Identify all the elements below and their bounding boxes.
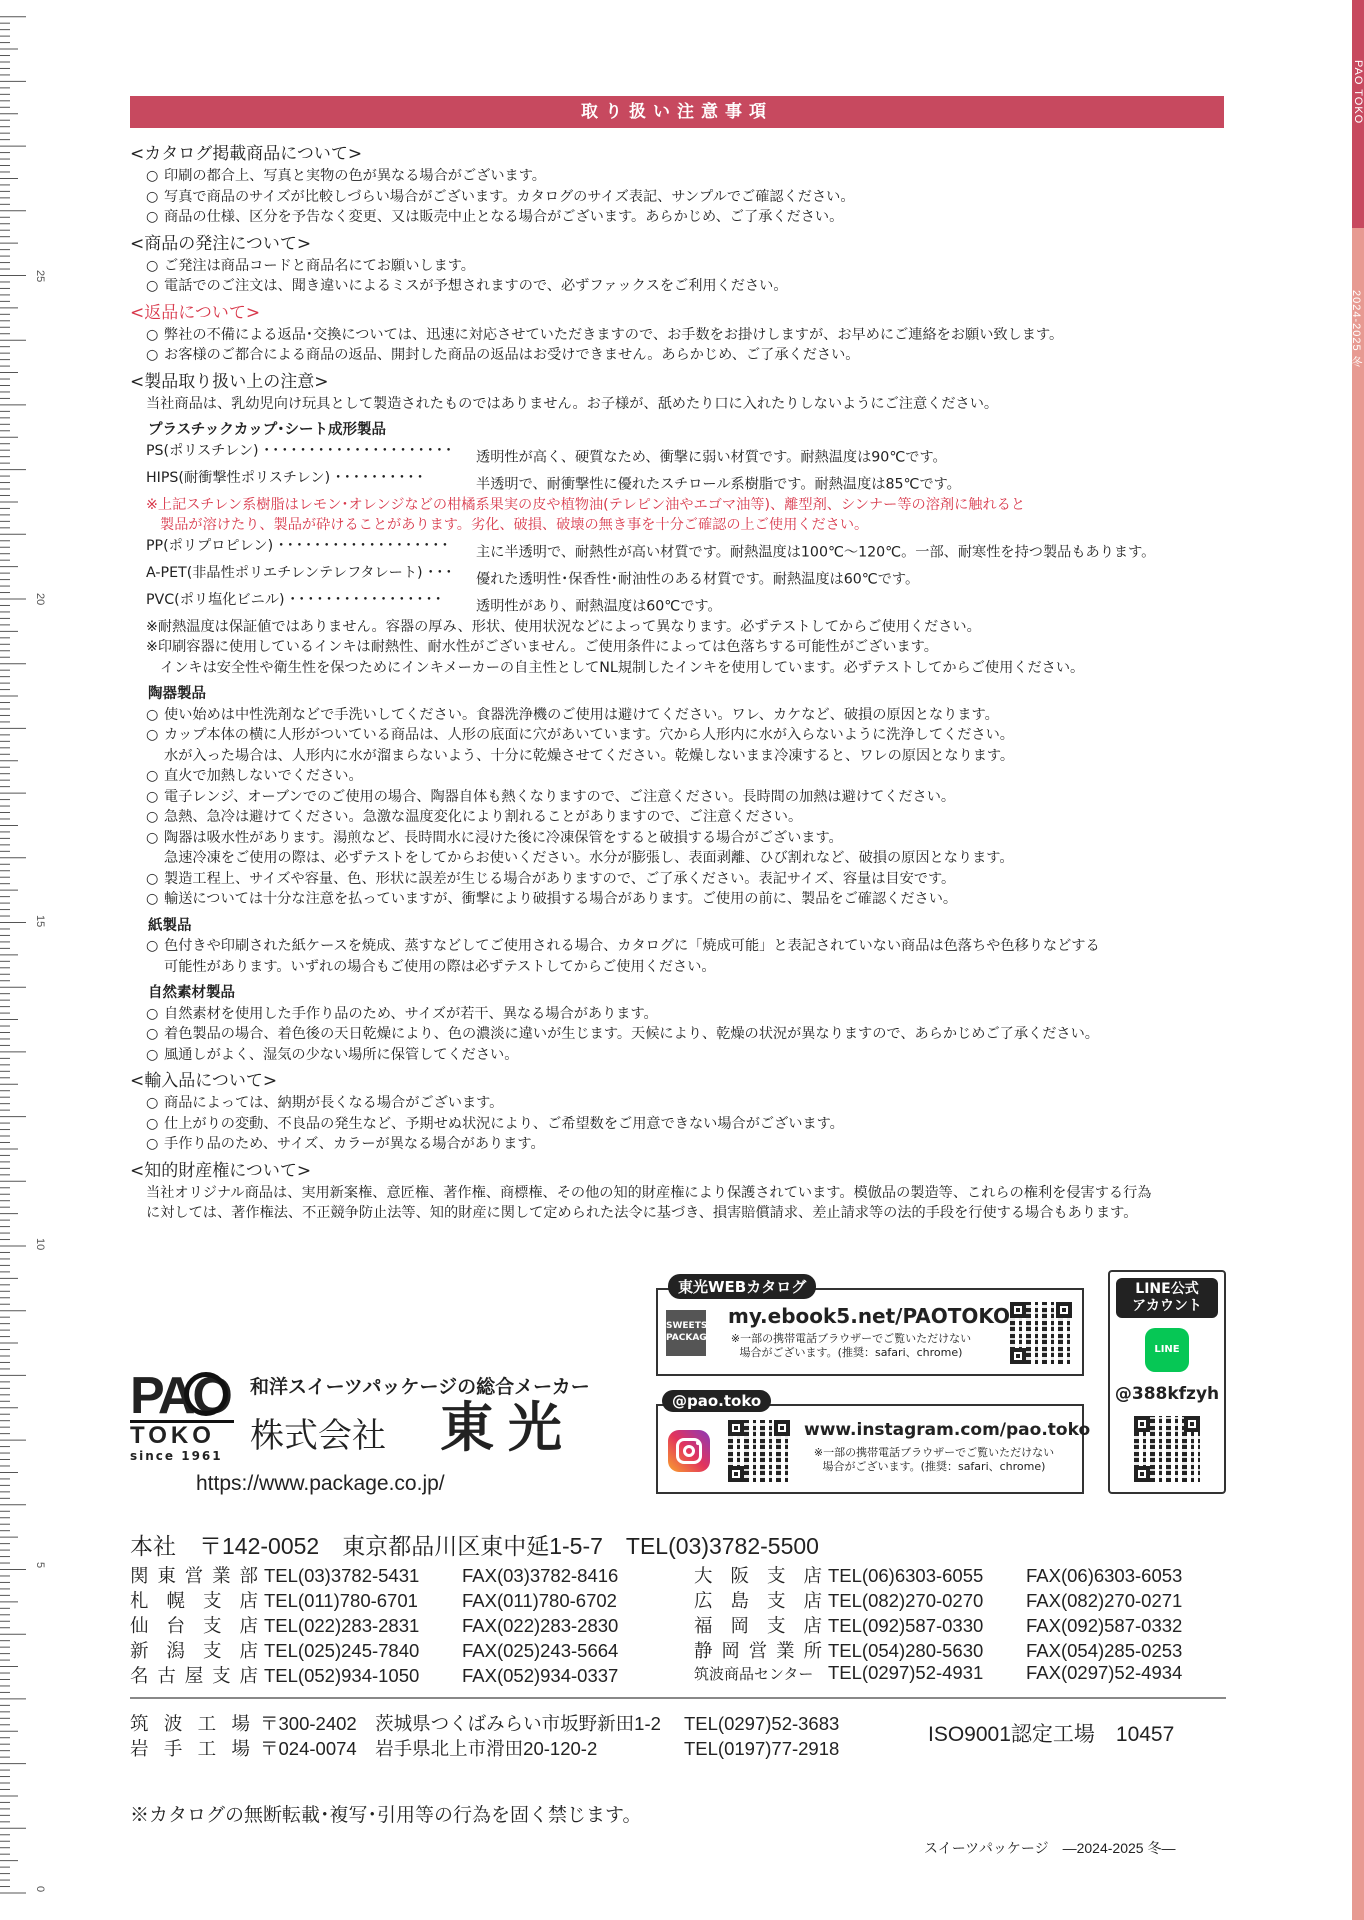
web-catalog-link[interactable]: my.ebook5.net/PAOTOKO: [728, 1304, 1011, 1328]
list-item: ○ お客様のご都合による商品の返品、開封した商品の返品はお受けできません。あらかじめ、ご了承ください。: [130, 345, 1230, 366]
branch-tel: TEL(054)280-5630: [828, 1640, 984, 1661]
ip-text-cont: に対しては、著作権法、不正競争防止法等、知的財産に関して定められた法令に基づき、損害賠償請求、差止請求等の法的手段を行使する場合もあります。: [146, 1205, 1138, 1221]
circle-bullet-icon: ○: [146, 788, 159, 805]
circle-bullet-icon: ○: [146, 727, 159, 743]
factory-row: [130, 1710, 839, 1736]
subsection-title-paper: 紙製品: [148, 917, 192, 934]
list-item: 急速冷凍をご使用の際は、必ずテストをしてからお使いください。水分が膨張し、表面剥離、ひび割れなど、破損の原因となります。: [164, 850, 1014, 866]
branch-fax: FAX(06)6303-6053: [1026, 1565, 1183, 1586]
branch-name: 大阪支店: [694, 1565, 822, 1586]
branch-name: 仙台支店: [130, 1615, 258, 1636]
ip-text: 当社オリジナル商品は、実用新案権、意匠権、著作権、商標権、その他の知的財産権により保護されています。模倣品の製造等、これらの権利を侵害する行為: [146, 1184, 1152, 1201]
circle-bullet-icon: ○: [146, 1046, 159, 1063]
web-catalog-label: 東光WEBカタログ: [668, 1274, 816, 1299]
branch-row: [694, 1587, 1182, 1613]
handling-intro: 当社商品は、乳幼児向け玩具として製造されたものではありません。お子様が、舐めたり口に入れたりしないようにご注意ください。: [146, 395, 999, 412]
factory-tel: TEL(0197)77-2918: [684, 1738, 840, 1759]
iso-certification: ISO9001認定工場 10457: [928, 1723, 1175, 1746]
page-ruler: [0, 0, 46, 1920]
branch-row: [130, 1637, 618, 1663]
circle-bullet-icon: ○: [146, 809, 159, 825]
section-title-ip: <知的財産権について>: [130, 1160, 312, 1181]
circle-bullet-icon: ○: [146, 1136, 159, 1152]
section-title-order: <商品の発注について>: [130, 233, 312, 254]
list-item: ○ 使い始めは中性洗剤などで手洗いしてください。食器洗浄機のご使用は避けてください。ワレ、カケなど、破損の原因となります。: [130, 705, 1230, 726]
list-item: ○ 風通しがよく、湿気の少ない場所に保管してください。: [130, 1045, 1230, 1066]
branch-fax: FAX(054)285-0253: [1026, 1640, 1183, 1661]
circle-bullet-icon: ○: [146, 257, 159, 274]
circle-bullet-icon: ○: [146, 829, 159, 846]
branch-fax: FAX(011)780-6702: [462, 1590, 617, 1611]
side-edition-text: 2024-2025 冬: [1350, 290, 1362, 368]
ruler-label: 20: [34, 593, 46, 606]
list-item: ○ 電子レンジ、オーブンでのご使用の場合、陶器自体も熱くなりますので、ご注意ください。長時間の加熱は避けてください。: [130, 787, 1230, 808]
factory-name: 筑波工場: [130, 1713, 250, 1734]
web-catalog-box: [656, 1288, 1084, 1376]
ceramic-list: [130, 705, 1230, 910]
circle-bullet-icon: ○: [146, 768, 159, 784]
factory-row: [130, 1735, 839, 1761]
list-item: ○ 商品によっては、納期が長くなる場合がございます。: [130, 1093, 1230, 1114]
factory-tel: TEL(0297)52-3683: [684, 1713, 840, 1734]
branch-row: [694, 1637, 1182, 1663]
instagram-label: @pao.toko: [662, 1390, 771, 1412]
circle-bullet-icon: ○: [146, 706, 159, 723]
circle-bullet-icon: ○: [146, 1115, 159, 1132]
instagram-link[interactable]: www.instagram.com/pao.toko: [804, 1420, 1091, 1440]
circle-bullet-icon: ○: [146, 278, 159, 294]
list-item: ○ ご発注は商品コードと商品名にてお願いします。: [130, 256, 1230, 277]
list-item: ○ 印刷の都合上、写真と実物の色が異なる場合がございます。: [130, 166, 1230, 187]
branch-tel: TEL(052)934-1050: [264, 1665, 420, 1686]
factory-address: 〒300-2402 茨城県つくばみらい市坂野新田1-2: [260, 1713, 661, 1734]
branch-fax: FAX(022)283-2830: [462, 1615, 619, 1636]
branch-fax: FAX(092)587-0332: [1026, 1615, 1183, 1636]
side-brand-text: PAO TOKO: [1352, 60, 1364, 125]
branch-name: 札幌支店: [130, 1590, 258, 1611]
company-website[interactable]: https://www.package.co.jp/: [196, 1472, 445, 1495]
section-title-imports: <輸入品について>: [130, 1071, 278, 1091]
ruler-label: 5: [34, 1562, 46, 1569]
list-item: ○ 商品の仕様、区分を予告なく変更、又は販売中止となる場合がございます。あらかじめ、ご了承ください。: [130, 207, 1230, 228]
styrene-warning: ※上記スチレン系樹脂はレモン･オレンジなどの柑橘系果実の皮や植物油(テレピン油やエゴマ油等)、離型剤、シンナー等の溶剤に触れると: [146, 496, 1026, 513]
line-label: LINE公式 アカウント: [1116, 1278, 1218, 1318]
circle-bullet-icon: ○: [146, 891, 159, 907]
subsection-title-ceramic: 陶器製品: [148, 686, 206, 702]
instagram-qr-icon[interactable]: [728, 1420, 790, 1482]
branch-fax: FAX(082)270-0271: [1026, 1590, 1183, 1611]
circle-bullet-icon: ○: [146, 188, 159, 205]
section-title-handling: <製品取り扱い上の注意>: [130, 371, 329, 392]
branch-tel: TEL(022)283-2831: [264, 1615, 420, 1636]
subsection-title-plastic: プラスチックカップ･シート成形製品: [148, 422, 386, 438]
subsection-title-natural: 自然素材製品: [148, 985, 235, 1001]
branch-row: [694, 1662, 1182, 1684]
list-item: ○ 色付きや印刷された紙ケースを焼成、蒸すなどしてご使用される場合、カタログに「焼成可能」と表記されていない商品は色落ちや色移りなどする: [130, 936, 1230, 957]
list-item: ○ 写真で商品のサイズが比較しづらい場合がございます。カタログのサイズ表記、サンプルでご確認ください。: [130, 187, 1230, 208]
branch-fax: FAX(025)243-5664: [462, 1640, 619, 1661]
ruler-label: 15: [34, 915, 46, 928]
sweets-package-badge: SWEETS PACKAGE: [666, 1310, 706, 1356]
material-row: PS(ポリスチレン) ･････････････････････ 透明性が高く、硬質なため、衝撃に弱い材質です。耐熱温度は90℃です。: [146, 442, 947, 465]
line-box: [1108, 1270, 1226, 1494]
instagram-box: [656, 1404, 1091, 1494]
section-title-catalog: <カタログ掲載商品について>: [130, 144, 363, 164]
branch-row: [130, 1587, 617, 1613]
circle-bullet-icon: ○: [146, 347, 159, 363]
page-title: 取り扱い注意事項: [130, 96, 1224, 128]
branch-tel: TEL(03)3782-5431: [264, 1565, 420, 1586]
branch-row: [694, 1562, 1182, 1588]
branch-tel: TEL(06)6303-6055: [828, 1565, 984, 1586]
factory-address: 〒024-0074 岩手県北上市滑田20-120-2: [260, 1738, 598, 1759]
material-row: HIPS(耐衝撃性ポリスチレン) ･･････････ 半透明で、耐衝撃性に優れたスチロール系樹脂です。耐熱温度は85℃です。: [146, 469, 961, 492]
circle-bullet-icon: ○: [146, 870, 159, 887]
list-item: ○ 陶器は吸水性があります。湯煎など、長時間水に浸けた後に冷凍保管をすると破損する場合がございます。: [130, 828, 1230, 849]
branch-row: [130, 1612, 618, 1638]
company-name: 東光: [440, 1396, 576, 1459]
branch-name: 福岡支店: [694, 1615, 822, 1636]
branch-row: [130, 1562, 618, 1588]
list-item: ○ 自然素材を使用した手作り品のため、サイズが若干、異なる場合があります。: [130, 1004, 1230, 1025]
branch-name: 静岡営業所: [694, 1640, 822, 1661]
ink-note-cont: インキは安全性や衛生性を保つためにインキメーカーの自主性としてNL規制したインキを使用しています。必ずテストしてからご使用ください。: [160, 659, 1085, 676]
company-logo: [130, 1367, 234, 1463]
logo-pao: PAO: [130, 1367, 230, 1425]
ink-note: ※印刷容器に使用しているインキは耐熱性、耐水性がございません。ご使用条件によっては色落ちする可能性がございます。: [146, 639, 938, 655]
list-item: ○ 手作り品のため、サイズ、カラーが異なる場合があります。: [130, 1134, 1230, 1155]
ruler-ticks: [0, 0, 46, 1920]
branch-tel: TEL(092)587-0330: [828, 1615, 984, 1636]
divider: [130, 1697, 1226, 1699]
company-prefix: 株式会社: [250, 1416, 386, 1456]
branch-tel: TEL(025)245-7840: [264, 1640, 420, 1661]
logo-since: since 1961: [130, 1449, 223, 1463]
list-item: 水が入った場合は、人形内に水が溜まらないよう、十分に乾燥させてください。乾燥しないまま冷凍すると、ワレの原因となります。: [164, 747, 1015, 764]
list-item: ○ 直火で加熱しないでください。: [130, 766, 1230, 787]
paper-list: [130, 936, 1230, 977]
side-strip: [1352, 0, 1364, 1920]
ruler-label: 0: [34, 1886, 46, 1893]
branch-name: 名古屋支店: [130, 1665, 258, 1686]
branch-fax: FAX(03)3782-8416: [462, 1565, 619, 1586]
web-catalog-qr-icon[interactable]: [1010, 1302, 1072, 1364]
list-item: 可能性があります。いずれの場合もご使用の際は必ずテストしてからご使用ください。: [164, 958, 716, 975]
circle-bullet-icon: ○: [146, 209, 159, 225]
list-item: ○ 着色製品の場合、着色後の天日乾燥により、色の濃淡に違いが生じます。天候により、乾燥の状況が異なりますので、あらかじめご了承ください。: [130, 1024, 1230, 1045]
ruler-label: 25: [34, 270, 46, 283]
circle-bullet-icon: ○: [146, 1095, 159, 1111]
material-row: A-PET(非晶性ポリエチレンテレフタレート) ･･･ 優れた透明性･保香性･耐油性のある材質です。耐熱温度は60℃です。: [146, 564, 920, 587]
branch-fax: FAX(052)934-0337: [462, 1665, 619, 1686]
branch-tel: TEL(011)780-6701: [264, 1590, 418, 1611]
heat-note: ※耐熱温度は保証値ではありません。容器の厚み、形状、使用状況などによって異なります。必ずテストしてからご使用ください。: [146, 618, 981, 635]
branch-name: 広島支店: [694, 1590, 822, 1611]
styrene-warning-cont: 製品が溶けたり、製品が砕けることがあります。劣化、破損、破壊の無き事を十分ご確認の上ご使用ください。: [160, 517, 869, 533]
logo-circle-icon: [184, 1372, 228, 1416]
page-footer: スイーツパッケージ ―2024-2025 冬―: [924, 1840, 1176, 1856]
section-title-returns: <返品について>: [130, 302, 261, 323]
circle-bullet-icon: ○: [146, 938, 159, 954]
instagram-note: ※一部の携帯電話ブラウザーでご覧いただけない 場合がございます。(推奨：safari、chrome): [813, 1446, 1055, 1473]
line-icon[interactable]: LINE: [1145, 1328, 1189, 1372]
instagram-icon[interactable]: [668, 1430, 710, 1472]
list-item: ○ 弊社の不備による返品･交換については、迅速に対応させていただきますので、お手数をお掛けしますが、お早めにご連絡をお願い致します。: [130, 325, 1230, 346]
branch-row: [694, 1612, 1182, 1638]
list-item: ○ 仕上がりの変動、不良品の発生など、予期せぬ状況により、ご希望数をご用意できない場合がございます。: [130, 1114, 1230, 1135]
factory-name: 岩手工場: [130, 1738, 250, 1759]
list-item: ○ カップ本体の横に人形がついている商品は、人形の底面に穴があいています。穴から人形内に水が入らないように洗浄してください。: [130, 725, 1230, 746]
list-item: ○ 輸送については十分な注意を払っていますが、衝撃により破損する場合があります。ご使用の前に、製品をご確認ください。: [130, 889, 1230, 910]
ruler-label: 10: [34, 1238, 46, 1251]
branch-row: [130, 1662, 618, 1688]
material-row: PVC(ポリ塩化ビニル) ･････････････････ 透明性があり、耐熱温度は60℃です。: [146, 591, 722, 614]
list-item: ○ 電話でのご注文は、聞き違いによるミスが予想されますので、必ずファックスをご利用ください。: [130, 276, 1230, 297]
branch-tel: TEL(0297)52-4931: [828, 1662, 984, 1683]
company-tagline: 和洋スイーツパッケージの総合メーカー: [250, 1376, 590, 1398]
circle-bullet-icon: ○: [146, 168, 159, 184]
head-office-address: 本社 〒142-0052 東京都品川区東中延1-5-7 TEL(03)3782-5500: [130, 1533, 819, 1559]
branch-name: 筑波商品センター: [694, 1666, 814, 1683]
circle-bullet-icon: ○: [146, 1005, 159, 1022]
list-item: ○ 製造工程上、サイズや容量、色、形状に誤差が生じる場合がありますので、ご了承ください。表記サイズ、容量は目安です。: [130, 869, 1230, 890]
line-qr-icon[interactable]: [1134, 1416, 1200, 1482]
copyright-notice: ※カタログの無断転載･複写･引用等の行為を固く禁じます。: [130, 1805, 642, 1826]
branch-fax: FAX(0297)52-4934: [1026, 1662, 1183, 1683]
web-catalog-note: ※一部の携帯電話ブラウザーでご覧いただけない 場合がございます。(推奨：safari、chrome): [730, 1332, 972, 1359]
list-item: ○ 急熱、急冷は避けてください。急激な温度変化により割れることがありますので、ご注意ください。: [130, 807, 1230, 828]
branch-name: 関東営業部: [130, 1565, 258, 1586]
logo-toko: TOKO: [130, 1420, 234, 1449]
line-id: @388kfzyh: [1114, 1384, 1220, 1404]
material-row: PP(ポリプロピレン) ･･･････････････････ 主に半透明で、耐熱性が高い材質です。耐熱温度は100℃～120℃。一部、耐寒性を持つ製品もあります。: [146, 537, 1156, 560]
branch-tel: TEL(082)270-0270: [828, 1590, 984, 1611]
branch-name: 新潟支店: [130, 1640, 258, 1661]
circle-bullet-icon: ○: [146, 1026, 159, 1042]
notice-content: [130, 138, 1230, 1224]
circle-bullet-icon: ○: [146, 326, 159, 343]
